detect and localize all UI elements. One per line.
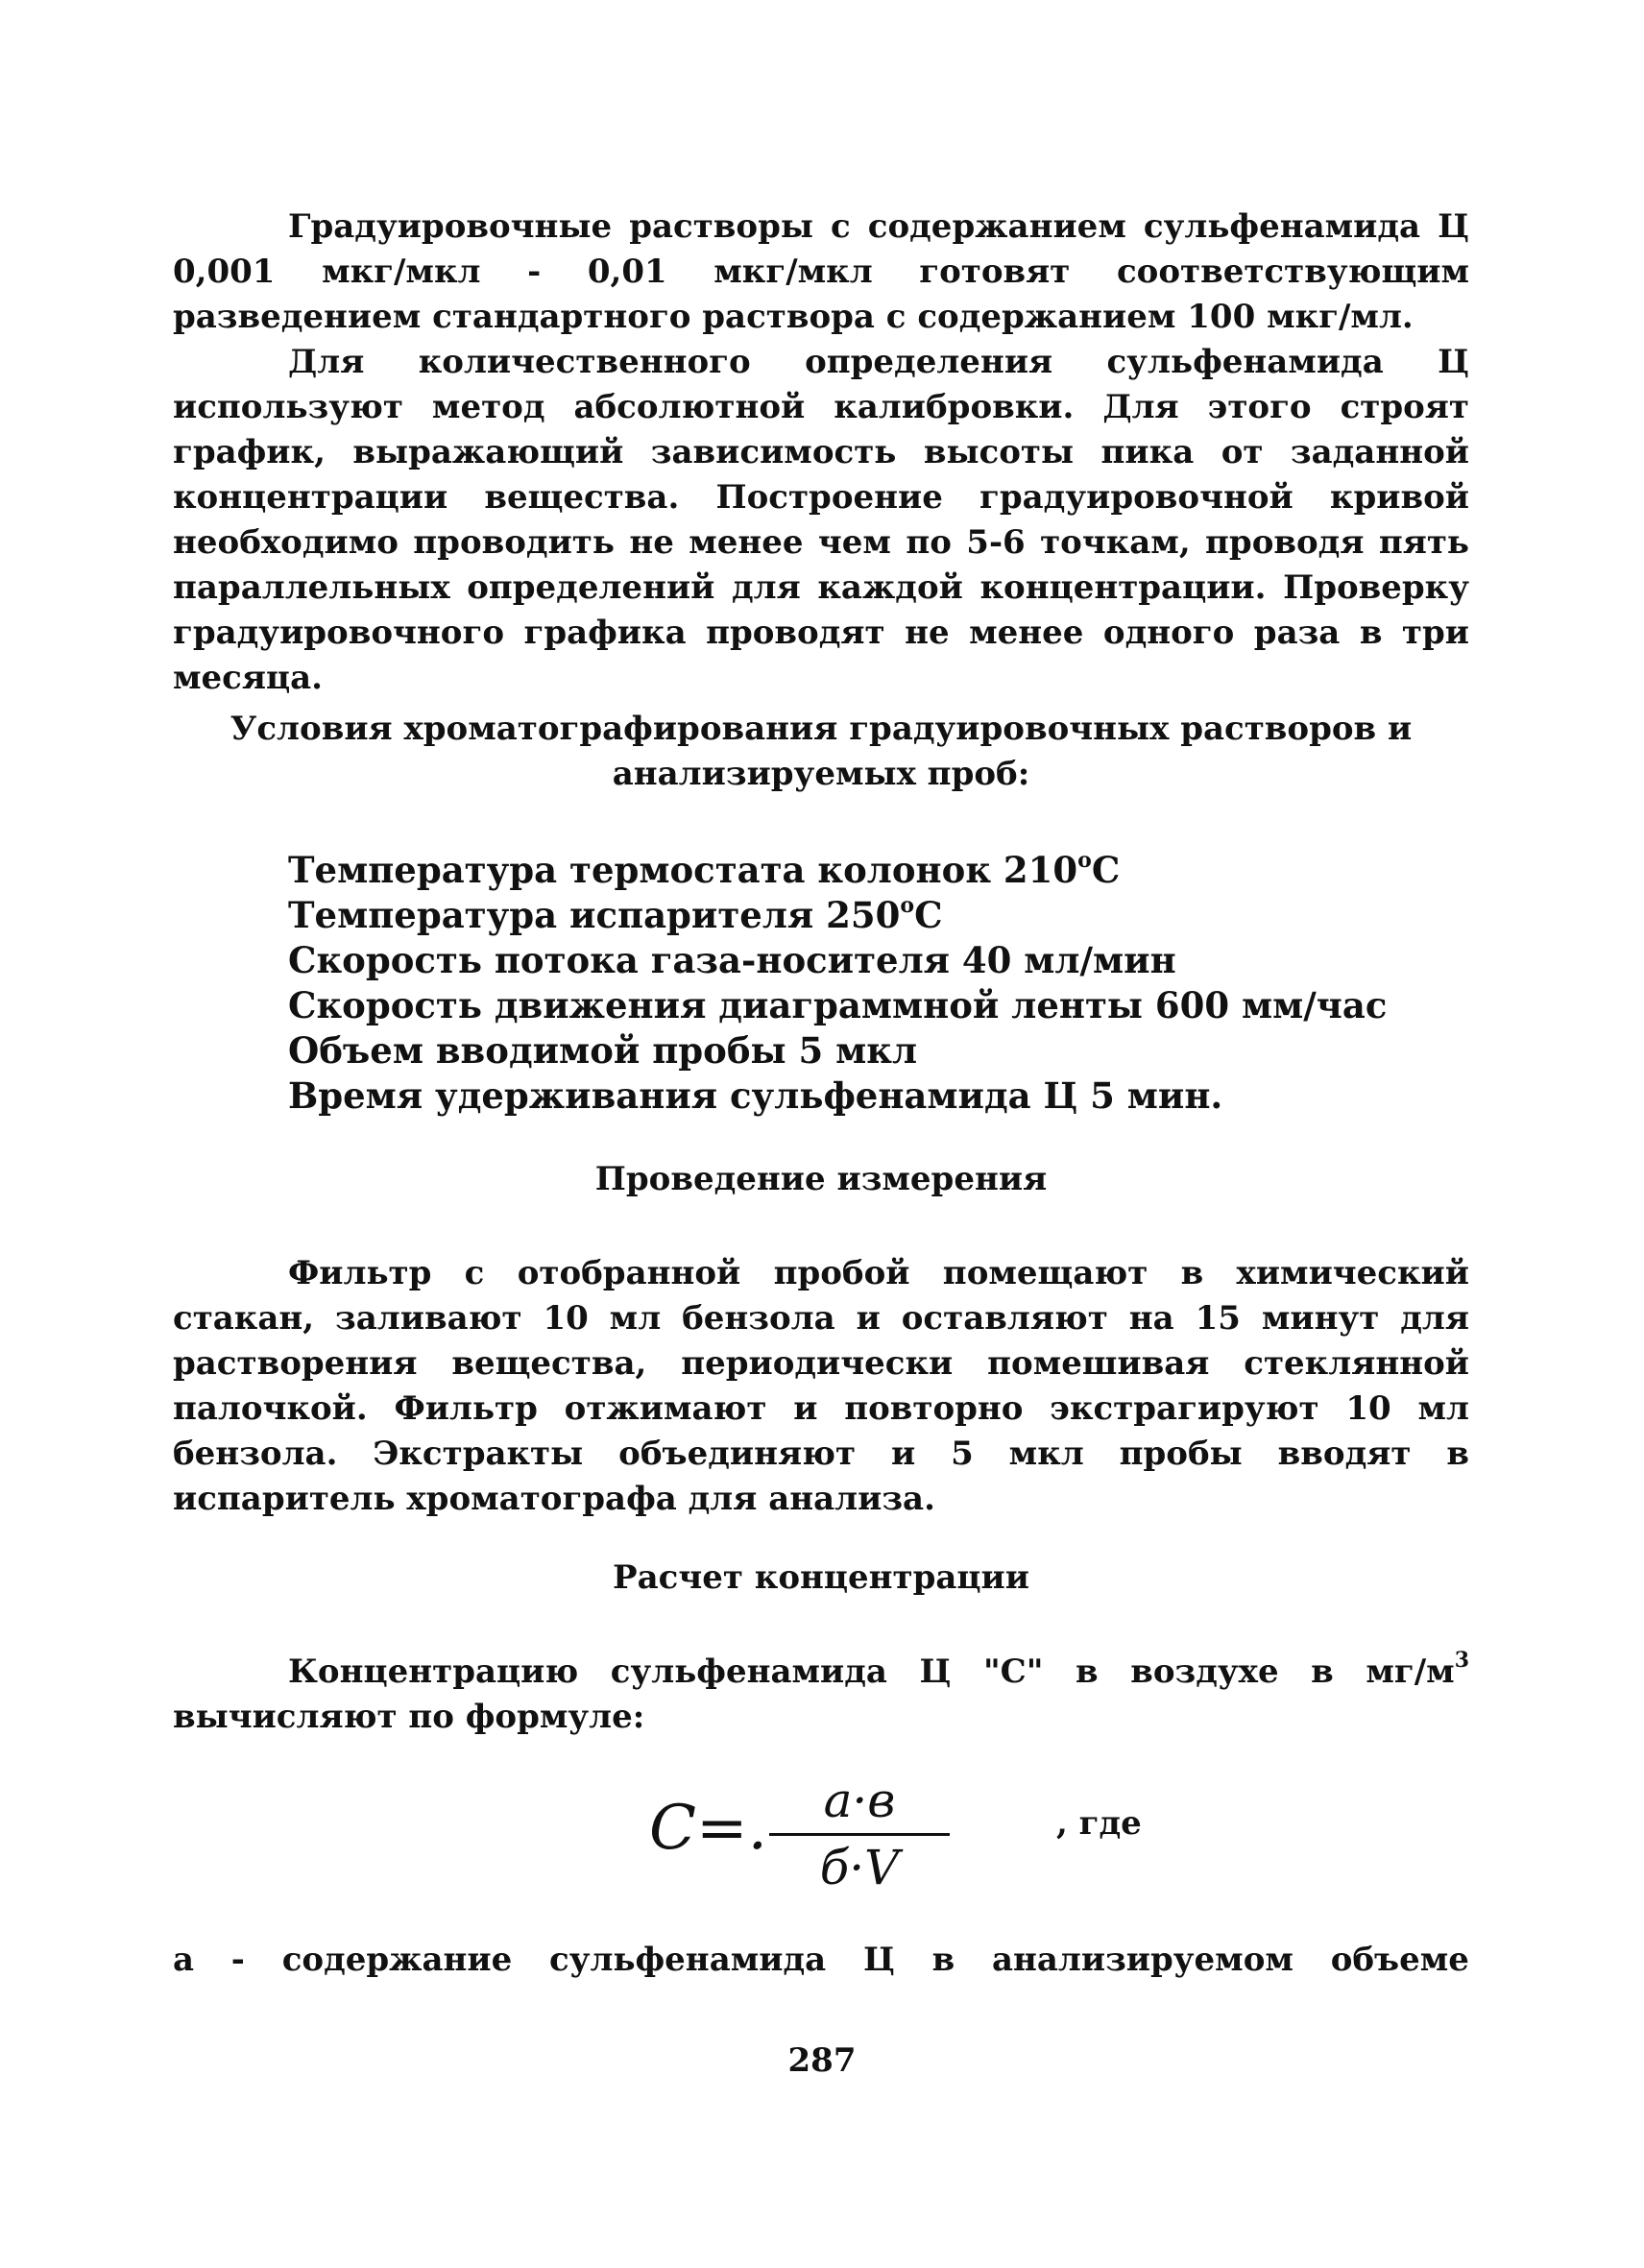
definition-word: в	[931, 1941, 955, 1979]
body-text-top	[173, 205, 1469, 701]
concentration-formula	[643, 1772, 1181, 1896]
definition-word: сульфенамида	[549, 1941, 827, 1979]
definition-word: а	[173, 1941, 195, 1979]
condition-retention-time: Время удерживания сульфенамида Ц 5 мин.	[288, 1074, 1223, 1117]
measurement-heading: Проведение измерения	[594, 1160, 1048, 1198]
condition-evaporator-temp: Температура испарителя 250$^o$С	[288, 893, 943, 936]
paragraph-calculation-intro: Концентрацию сульфенамида Ц "С" в воздухе в $мг/м^3$ вычисляют по формуле:	[173, 1648, 1469, 1736]
paragraph-absolute-calibration: Для количественного определения сульфенамида Ц используют метод абсолютной калибровки. Для этого строят график, выражающий зависимость высоты пика от заданной концентрации вещества. Построение градуировочной кривой необходимо проводить не менее чем по 5-6 точкам, проводя пять параллельных определений для каждой концентрации. Проверку градуировочного графика проводят не менее одного раза в три месяца.	[173, 343, 1469, 697]
formula-numerator: a·в	[823, 1773, 896, 1828]
page-number: 287	[787, 2041, 857, 2080]
fraction-bar	[769, 1833, 950, 1836]
definition-word: содержание	[281, 1941, 513, 1979]
definition-word: объеме	[1330, 1941, 1469, 1979]
formula-suffix: , где	[1056, 1804, 1142, 1843]
definition-word: -	[230, 1941, 245, 1979]
formula-lhs: C=.	[649, 1793, 767, 1864]
formula-denominator: б·V	[819, 1840, 900, 1895]
definition-word: анализируемом	[991, 1941, 1293, 1979]
condition-sample-volume: Объем вводимой пробы 5 мкл	[288, 1029, 918, 1072]
condition-thermostat-temp: Температура термостата колонок 210$^o$С	[288, 848, 1121, 891]
conditions-heading-line1: Условия хроматографирования градуировочных растворов и	[230, 710, 1413, 748]
definition-word: Ц	[862, 1941, 895, 1979]
conditions-list	[288, 848, 1440, 1119]
condition-tape-speed: Скорость движения диаграммной ленты 600 мм/час	[288, 984, 1388, 1026]
condition-gas-flow: Скорость потока газа-носителя 40 мл/мин	[288, 939, 1176, 981]
paragraph-measurement: Фильтр с отобранной пробой помещают в химический стакан, заливают 10 мл бензола и оставляют на 15 минут для растворения вещества, периодически помешивая стеклянной палочкой. Фильтр отжимают и повторно экстрагируют 10 мл бензола. Экстракты объединяют и 5 мкл пробы вводят в испаритель хроматографа для анализа.	[173, 1254, 1469, 1518]
formula-fraction	[763, 1772, 955, 1895]
calculation-intro	[173, 1650, 1469, 1740]
conditions-heading-line2: анализируемых проб:	[612, 755, 1030, 793]
calculation-heading: Расчет концентрации	[613, 1558, 1029, 1597]
measurement-body	[173, 1251, 1469, 1522]
paragraph-calibration-solutions: Градуировочные растворы с содержанием сульфенамида Ц 0,001 мкг/мкл - 0,01 мкг/мкл готовят соответствующим разведением стандартного раствора с содержанием 100 мкг/мл.	[173, 207, 1469, 336]
definition-line	[173, 1938, 1469, 1983]
